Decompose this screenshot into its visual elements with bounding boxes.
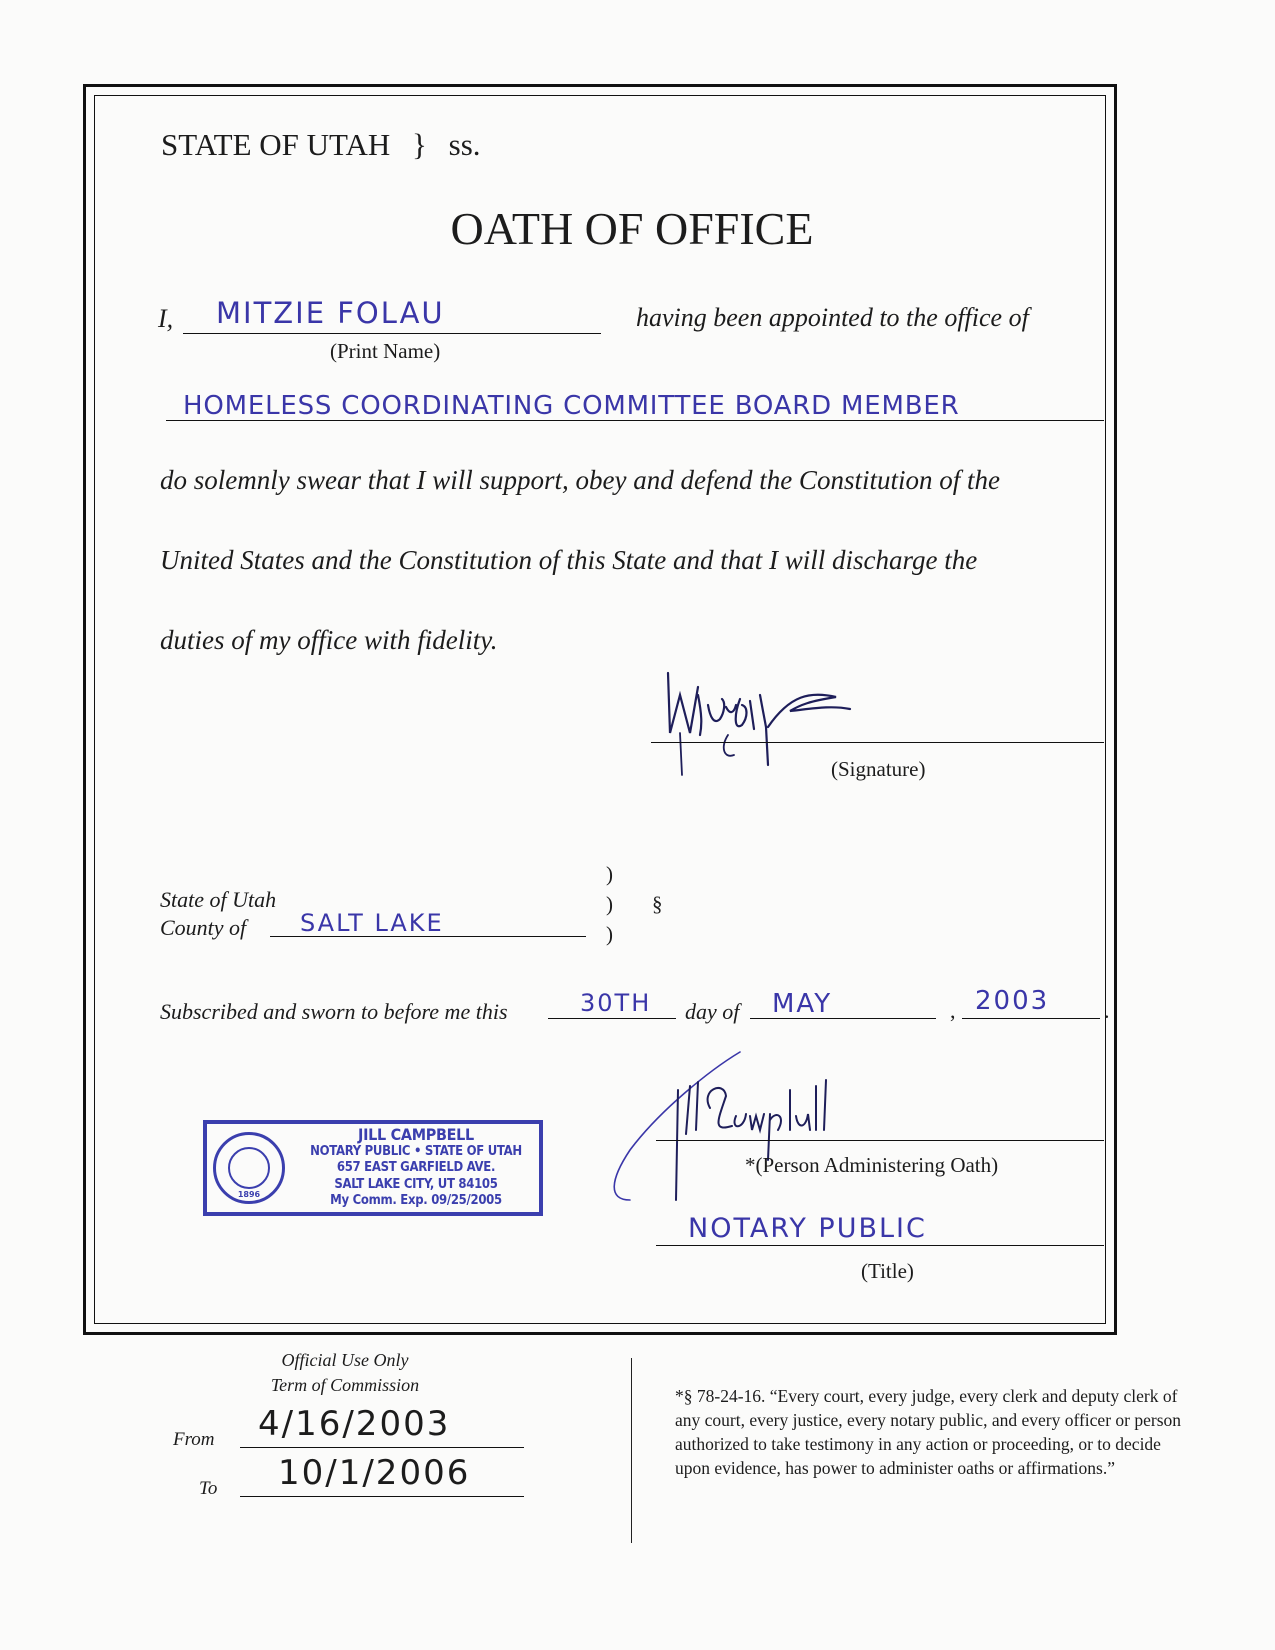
date-comma: , (950, 998, 956, 1023)
year-handwritten: 2003 (975, 986, 1050, 1016)
day-of-text: day of (685, 999, 740, 1024)
from-label: From (173, 1429, 215, 1450)
oath-body-line-1: do solemnly swear that I will support, obey and defend the Constitution of the (160, 465, 1000, 495)
title-label: (Title) (861, 1259, 914, 1283)
oath-body-line-2: United States and the Constitution of this State and that I will discharge the (160, 545, 978, 575)
print-name-label: (Print Name) (330, 339, 441, 363)
from-line (240, 1447, 524, 1448)
term-heading: Term of Commission (270, 1375, 420, 1395)
month-line (750, 1018, 936, 1019)
name-line (183, 333, 601, 334)
signature-line (651, 742, 1104, 743)
to-line (240, 1496, 524, 1497)
title-line (656, 1245, 1104, 1246)
administering-line (656, 1140, 1104, 1141)
brace: } (412, 127, 427, 162)
notary-signature (600, 1050, 920, 1220)
stamp-text (295, 1127, 537, 1210)
venue-county-label: County of (160, 915, 247, 940)
section-mark: § (652, 892, 663, 916)
state-seal-icon (213, 1132, 285, 1204)
stamp-line-city: SALT LAKE CITY, UT 84105 (334, 1176, 498, 1192)
seal-year: 1896 (237, 1190, 261, 1199)
to-label: To (199, 1478, 218, 1499)
county-handwritten: SALT LAKE (300, 909, 444, 937)
administering-label: *(Person Administering Oath) (745, 1153, 999, 1177)
day-line (548, 1018, 676, 1019)
name-handwritten: MITZIE FOLAU (216, 296, 445, 330)
venue-state-label: State of Utah (160, 887, 277, 912)
oath-body-line-3: duties of my office with fidelity. (160, 625, 498, 655)
venue-paren-2: ) (606, 892, 613, 916)
office-line (166, 420, 1104, 421)
date-period: . (1104, 998, 1110, 1023)
stamp-line-name: JILL CAMPBELL (358, 1127, 474, 1144)
stamp-line-expiry: My Comm. Exp. 09/25/2005 (330, 1193, 502, 1208)
from-date-handwritten: 4/16/2003 (258, 1404, 451, 1444)
signature-label: (Signature) (831, 757, 926, 781)
statute-citation: *§ 78-24-16. “Every court, every judge, every clerk and deputy clerk of any court, every justice, every notary public, and every officer or person authorized to take testimony in any action or proceeding, or to decide upon evidence, has power to administer oaths or affirmations.” (675, 1386, 1182, 1478)
day-handwritten: 30TH (580, 989, 652, 1017)
venue-paren-1: ) (606, 862, 613, 886)
office-handwritten: HOMELESS COORDINATING COMMITTEE BOARD MEMBER (183, 391, 960, 421)
stamp-line-street: 657 EAST GARFIELD AVE. (336, 1160, 496, 1175)
month-handwritten: MAY (772, 989, 833, 1019)
sworn-lead-text: Subscribed and sworn to before me this (160, 999, 508, 1024)
stamp-line-title: NOTARY PUBLIC • STATE OF UTAH (310, 1143, 522, 1159)
to-date-handwritten: 10/1/2006 (278, 1453, 471, 1493)
year-line (962, 1018, 1100, 1019)
ss-text: ss. (448, 127, 481, 162)
state-heading (161, 127, 481, 163)
title-handwritten: NOTARY PUBLIC (688, 1213, 927, 1244)
page-title: OATH OF OFFICE (450, 203, 814, 254)
venue-paren-3: ) (606, 922, 613, 946)
i-prefix: I, (158, 304, 174, 333)
county-line (270, 936, 586, 937)
seal-center (228, 1147, 270, 1189)
appointed-text: having been appointed to the office of (636, 303, 1029, 332)
footer-divider (631, 1358, 632, 1543)
official-use-heading: Official Use Only (281, 1350, 409, 1370)
state-of-utah-text: STATE OF UTAH (161, 127, 391, 162)
notary-stamp (203, 1120, 543, 1216)
